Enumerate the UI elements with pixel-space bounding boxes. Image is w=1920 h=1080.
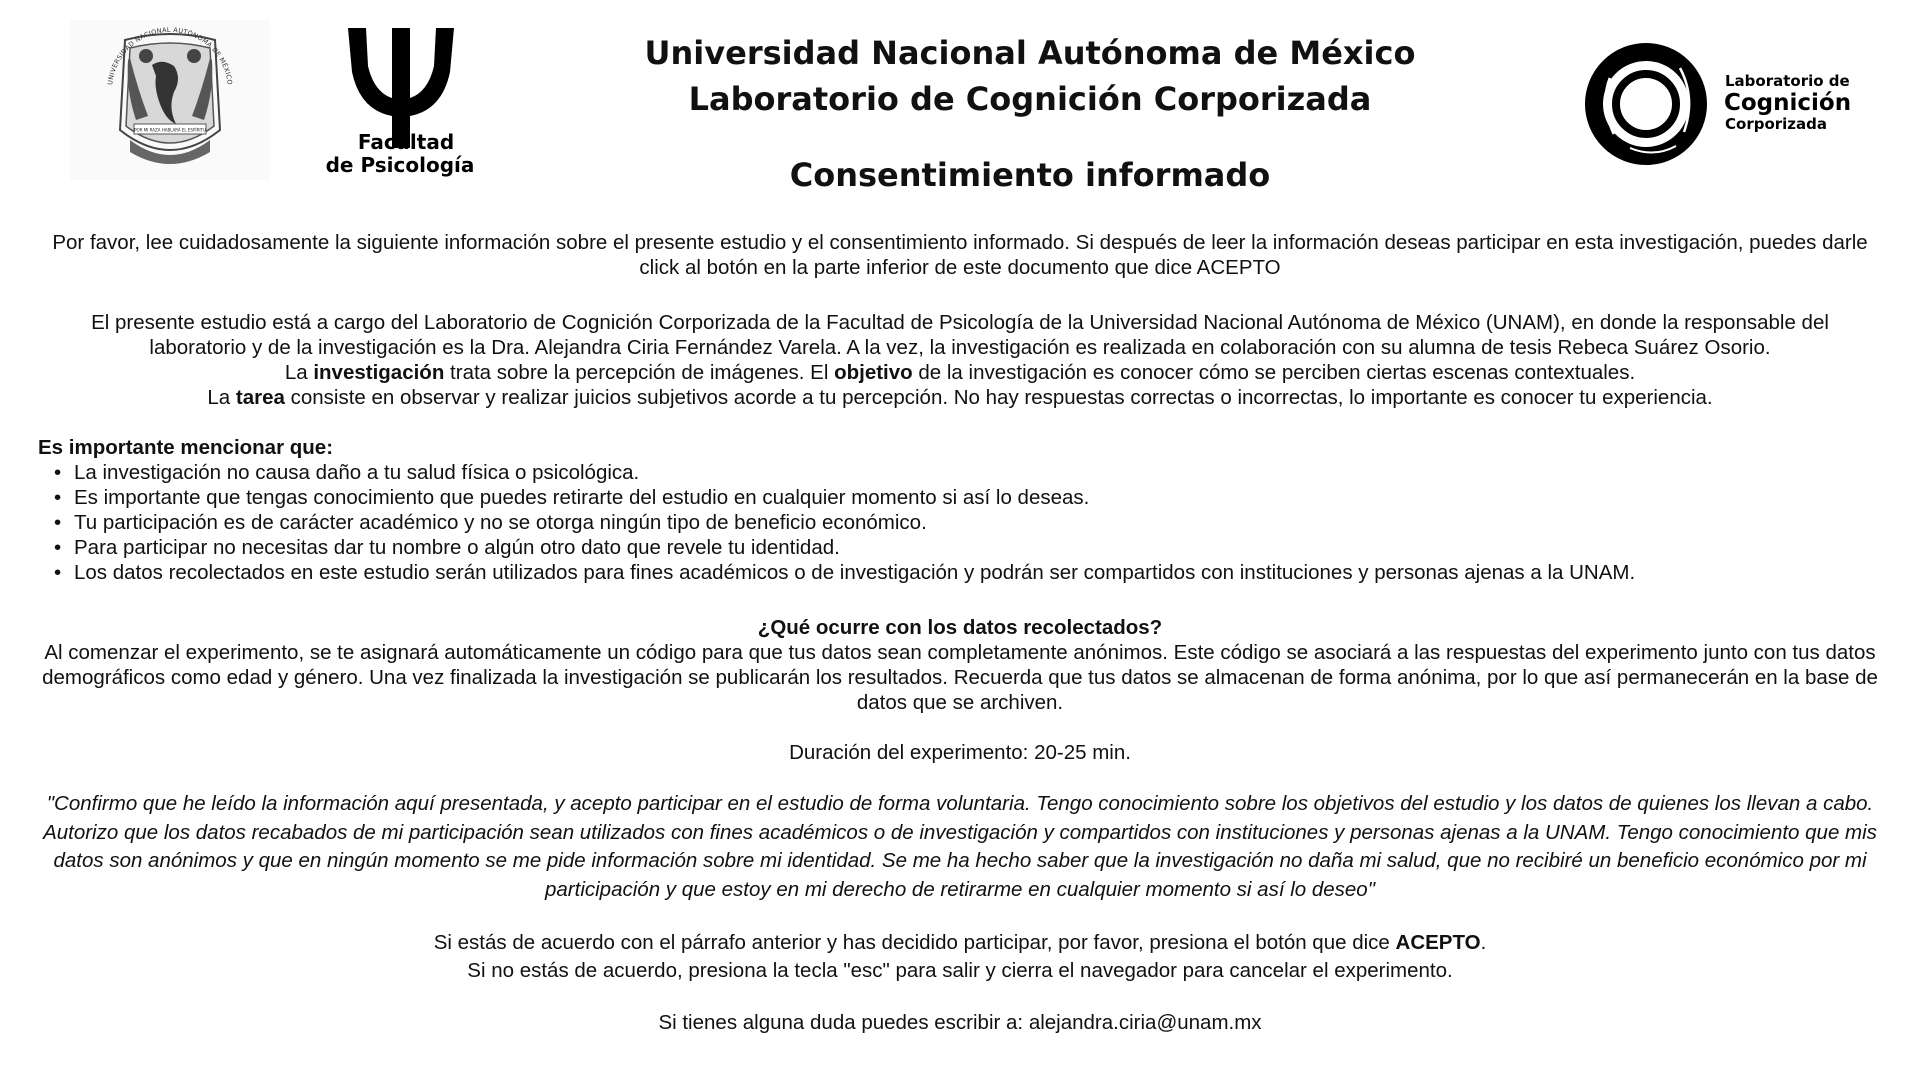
- important-section: [38, 435, 1880, 585]
- lab-logo: [1580, 38, 1870, 170]
- data-section: [40, 615, 1880, 715]
- investigation-mid: trata sobre la percepción de imágenes. El: [444, 361, 835, 384]
- instructions-section: [40, 929, 1880, 985]
- study-paragraph: El presente estudio está a cargo del Laboratorio de Cognición Corporizada de la Facultad de Psicología de la Universidad Nacional Autónoma de México (UNAM), en donde la responsable del laboratorio y de la investigación es la Dra. Alejandra Ciria Fernández Varela. A la vez, la investigación es realizada en colaboración con su alumna de tesis Rebeca Suárez Osorio.: [91, 311, 1829, 359]
- investigation-bold: investigación: [313, 361, 445, 384]
- task-line: [40, 385, 1880, 410]
- list-item: • Para participar no necesitas dar tu nombre o algún otro dato que revele tu identidad.: [74, 535, 1880, 560]
- data-heading: ¿Qué ocurre con los datos recolectados?: [757, 616, 1163, 639]
- psicologia-logo-line2: de Psicología: [325, 153, 475, 177]
- unam-logo: [70, 20, 270, 180]
- lab-logo-line1: Laboratorio de: [1725, 72, 1850, 90]
- intro-paragraph: Por favor, lee cuidadosamente la siguiente información sobre el presente estudio y el consentimiento informado. Si después de leer la información deseas participar en esta investigación, puedes darle click al botón en la parte inferior de este documento que dice ACEPTO: [52, 231, 1868, 279]
- important-list: [38, 460, 1880, 585]
- data-paragraph: Al comenzar el experimento, se te asignará automáticamente un código para que tus datos sean completamente anónimos. Este código se asociará a las respuestas del experimento junto con tus datos demográficos como edad y género. Una vez finalizada la investigación se publicarán los resultados. Recuerda que tus datos se almacenan de forma anónima, por lo que así permanecerán en la base de datos que se archiven.: [42, 641, 1878, 714]
- task-rest: consiste en observar y realizar juicios subjetivos acorde a tu percepción. No hay respuestas correctas o incorrectas, lo importante es conocer tu experiencia.: [284, 386, 1713, 409]
- list-item: • Es importante que tengas conocimiento que puedes retirarte del estudio en cualquier momento si así lo deseas.: [74, 485, 1880, 510]
- task-bold: tarea: [235, 386, 285, 409]
- investigation-prefix: La: [284, 361, 314, 384]
- list-item: • Tu participación es de carácter académico y no se otorga ningún tipo de beneficio económico.: [74, 510, 1880, 535]
- unam-seal-text: UNIVERSIDAD NACIONAL AUTÓNOMA DE MÉXICO: [106, 25, 234, 86]
- study-section: [40, 310, 1880, 410]
- psicologia-logo-line1: Facultad: [357, 130, 455, 154]
- duration-text: Duración del experimento: 20-25 min.: [789, 741, 1131, 764]
- unam-seal-motto: POR MI RAZA HABLARÁ EL ESPÍRITU: [134, 127, 206, 133]
- university-title: Universidad Nacional Autónoma de México: [644, 34, 1416, 72]
- agree-prefix: Si estás de acuerdo con el párrafo anterior y has decidido participar, por favor, presiona el botón que dice: [433, 931, 1396, 954]
- lab-title: Laboratorio de Cognición Corporizada: [688, 80, 1372, 118]
- disagree-instruction: Si no estás de acuerdo, presiona la tecla "esc" para salir y cierra el navegador para cancelar el experimento.: [467, 959, 1453, 982]
- objective-rest: de la investigación es conocer cómo se perciben ciertas escenas contextuales.: [912, 361, 1636, 384]
- agree-instruction: [40, 929, 1880, 957]
- lab-logo-line2: Cognición: [1724, 90, 1852, 116]
- consent-body: [40, 230, 1880, 1035]
- document-title: Consentimiento informado: [789, 156, 1271, 194]
- accept-keyword: ACEPTO: [1395, 931, 1481, 954]
- task-prefix: La: [207, 386, 236, 409]
- list-item: • Los datos recolectados en este estudio serán utilizados para fines académicos o de investigación y podrán ser compartidos con instituciones y personas ajenas a la UNAM.: [74, 560, 1880, 585]
- header: [0, 0, 1920, 210]
- psi-symbol-icon: [318, 20, 483, 180]
- consent-quote: "Confirmo que he leído la información aquí presentada, y acepto participar en el estudio de forma voluntaria. Tengo conocimiento sobre los objetivos del estudio y los datos de quienes los llevan a cabo. Autorizo que los datos recabados de mi participación sean utilizados con fines académicos o de investigación y compartidos con instituciones y personas ajenas a la UNAM. Tengo conocimiento que mis datos son anónimos y que en ningún momento se me pide información sobre mi identidad. Se me ha hecho saber que la investigación no daña mi salud, que no recibiré un beneficio económico por mi participación y que estoy en mi derecho de retirarme en cualquier momento si así lo deseo": [43, 792, 1877, 901]
- lab-logo-line3: Corporizada: [1725, 115, 1828, 133]
- list-item: • La investigación no causa daño a tu salud física o psicológica.: [74, 460, 1880, 485]
- psicologia-logo: [318, 20, 483, 180]
- unam-seal-icon: [70, 20, 270, 180]
- contact-line: Si tienes alguna duda puedes escribir a: alejandra.ciria@unam.mx: [658, 1011, 1262, 1034]
- objective-bold: objetivo: [834, 361, 913, 384]
- investigation-line: [40, 360, 1880, 385]
- agree-suffix: .: [1480, 931, 1487, 954]
- important-heading: Es importante mencionar que:: [38, 436, 334, 459]
- title-block: [560, 30, 1500, 198]
- lab-circle-icon: [1580, 38, 1870, 170]
